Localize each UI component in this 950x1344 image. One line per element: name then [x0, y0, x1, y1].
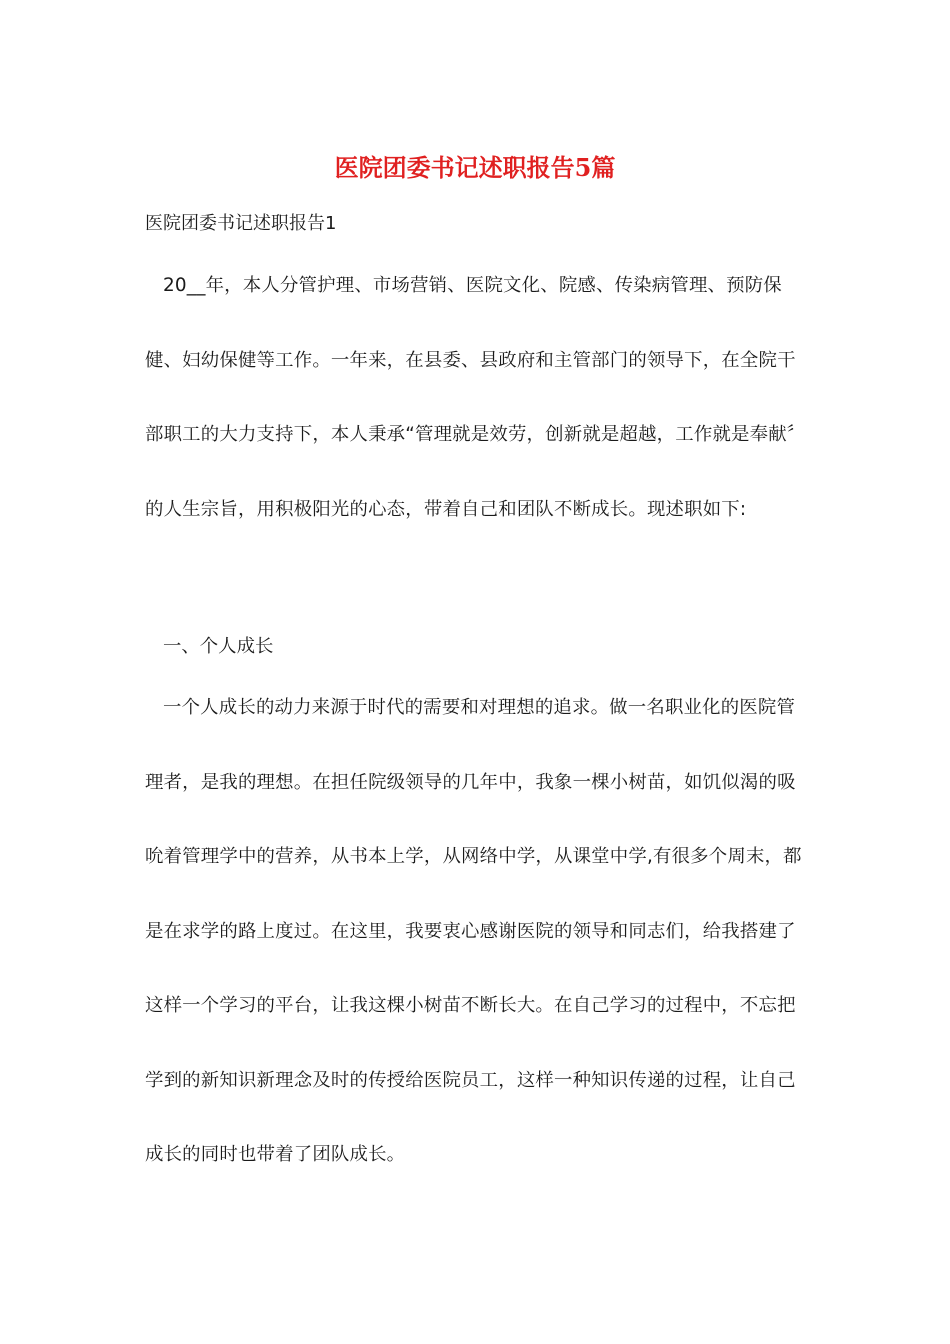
paragraph-intro: 20__年，本人分管护理、市场营销、医院文化、院感、传染病管理、预防保健、妇幼保健等工作。一年来，在县委、县政府和主管部门的领导下，在全院干部职工的大力支持下，本人秉承“管理就是效劳，创新就是超越，工作就是奉献〞的人生宗旨，用积极阳光的心态，带着自己和团队不断成长。现述职如下: — [145, 275, 797, 520]
document-title: 医院团委书记述职报告5篇 — [334, 153, 616, 182]
report-subtitle: 医院团委书记述职报告1 — [145, 213, 337, 234]
paragraph-personal-growth: 一个人成长的动力来源于时代的需要和对理想的追求。做一名职业化的医院管理者，是我的理想。在担任院级领导的几年中，我象一棵小树苗，如饥似渴的吸吮着管理学中的营养，从书本上学，从网络中学，从课堂中学,有很多个周末，都是在求学的路上度过。在这里，我要衷心感谢医院的领导和同志们，给我搭建了这样一个学习的平台，让我这棵小树苗不断长大。在自己学习的过程中，不忘把学到的新知识新理念及时的传授给医院员工，这样一种知识传递的过程，让自己成长的同时也带着了团队成长。 — [145, 697, 802, 1165]
section-heading-personal-growth: 一、个人成长 — [163, 636, 274, 657]
